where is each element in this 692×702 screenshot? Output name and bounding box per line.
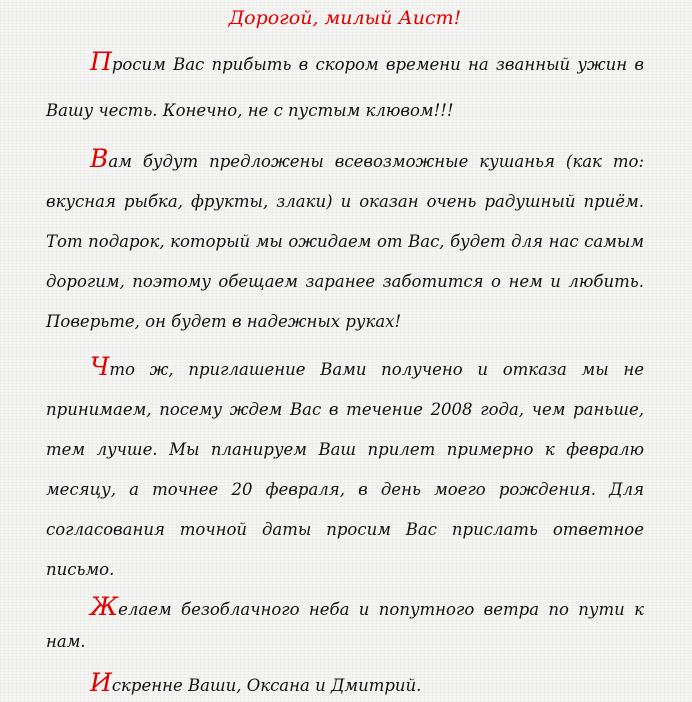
drop-cap: Ч <box>90 352 110 381</box>
drop-cap: Ж <box>90 592 119 621</box>
paragraph-text: елаем безоблачного неба и попутного ветра по пути к нам. <box>46 600 644 651</box>
drop-cap: В <box>90 144 109 173</box>
drop-cap: И <box>90 668 112 697</box>
paragraph-text: скренне Ваши, Оксана и Дмитрий. <box>111 676 422 695</box>
paragraph-signature <box>46 670 644 702</box>
letter-title: Дорогой, милый Аист! <box>228 7 462 29</box>
paragraph-schedule <box>46 350 644 590</box>
paragraph-text: росим Вас прибыть в скором времени на званный ужин в Вашу честь. Конечно, не с пустым клювом!!! <box>46 55 644 120</box>
paragraph-wishes <box>46 594 644 658</box>
drop-cap: П <box>90 47 112 76</box>
paragraph-offer <box>46 142 644 342</box>
paragraph-text: то ж, приглашение Вами получено и отказа мы не принимаем, посему ждем Вас в течение 2008 года, чем раньше, тем лучше. Мы планируем Ваш прилет примерно к февралю месяцу, а точнее 20 февраля, в день моего рождения. Для согласования точной даты просим Вас прислать ответное письмо. <box>46 360 644 579</box>
paragraph-text: ам будут предложены всевозможные кушанья (как то: вкусная рыбка, фрукты, злаки) и оказан очень радушный приём. Тот подарок, который мы ожидаем от Вас, будет для нас самым дорогим, поэтому обещаем заранее заботится о нем и любить. Поверьте, он будет в надежных руках! <box>46 152 644 331</box>
paragraph-invitation <box>46 42 644 134</box>
